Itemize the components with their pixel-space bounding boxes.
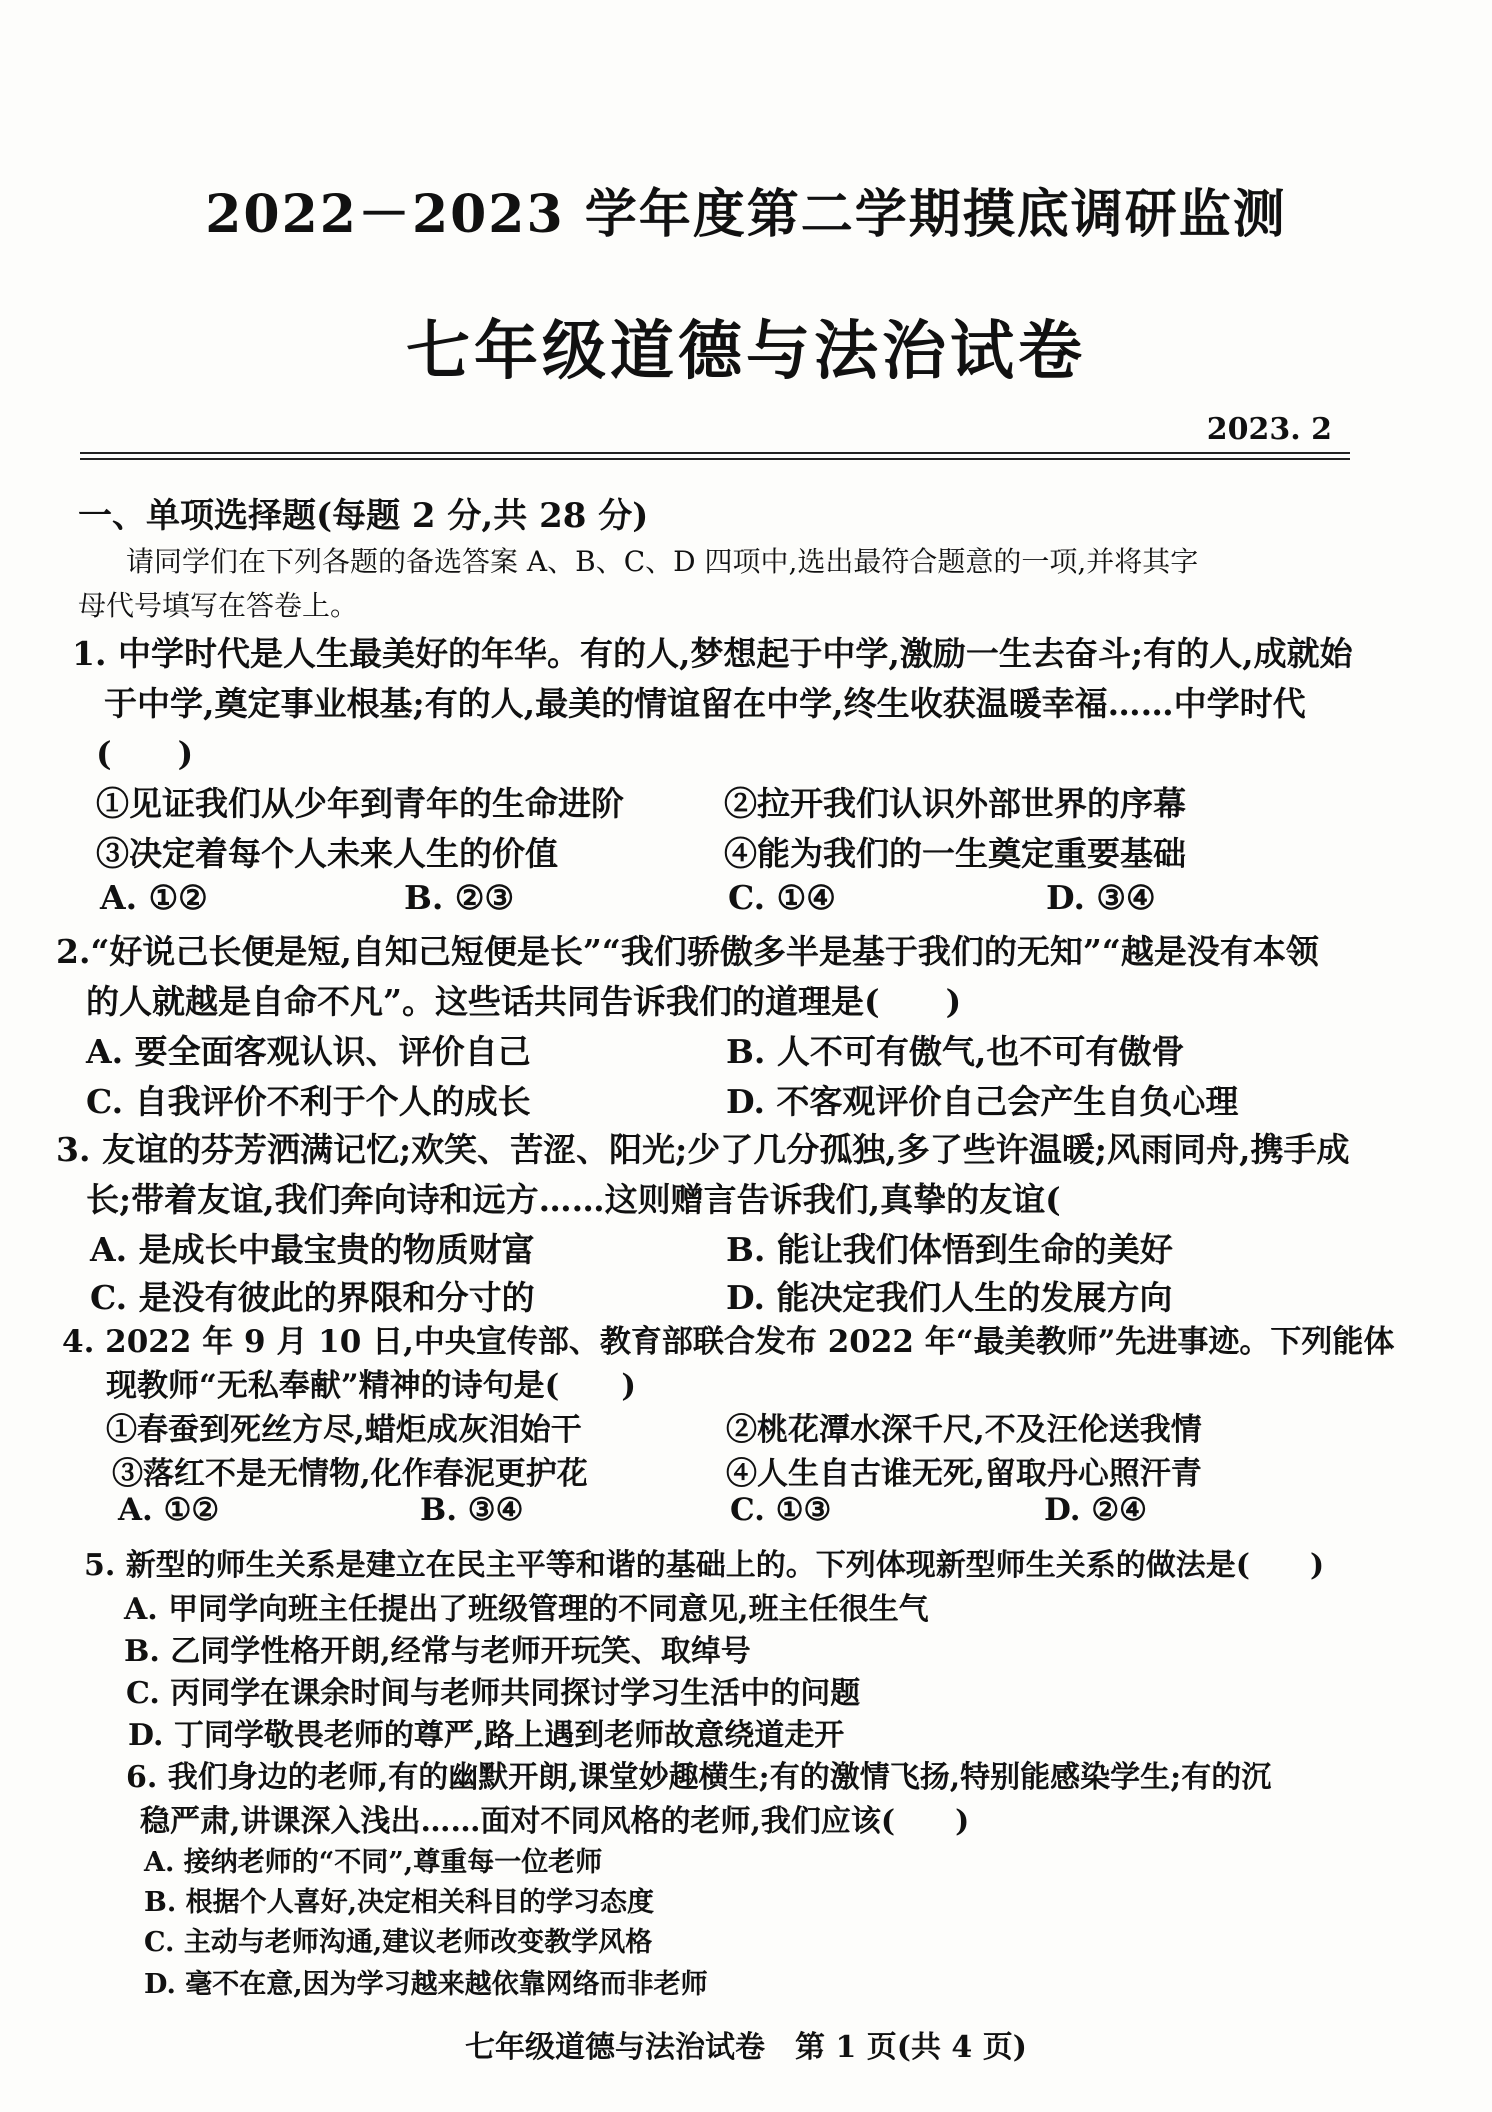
page-footer: 七年级道德与法治试卷 第 1 页(共 4 页) [465, 2030, 1027, 2065]
question-5-stem: 5. 新型的师生关系是建立在民主平等和谐的基础上的。下列体现新型师生关系的做法是( ) [84, 1548, 1325, 1583]
question-4-statement-2: ②桃花潭水深千尺,不及汪伦送我情 [726, 1412, 1202, 1448]
question-5-option-d: D. 丁同学敬畏老师的尊严,路上遇到老师故意绕道走开 [128, 1718, 845, 1753]
question-6-stem: 6. 我们身边的老师,有的幽默开朗,课堂妙趣横生;有的激情飞扬,特别能感染学生;有的沉 [126, 1760, 1272, 1795]
question-3-stem: 3. 友谊的芬芳洒满记忆;欢笑、苦涩、阳光;少了几分孤独,多了些许温暖;风雨同舟,携手成 [56, 1130, 1350, 1169]
question-5-option-a: A. 甲同学向班主任提出了班级管理的不同意见,班主任很生气 [124, 1592, 929, 1627]
question-2-option-b: B. 人不可有傲气,也不可有傲骨 [726, 1032, 1185, 1071]
exam-title: 2022－2023 学年度第二学期摸底调研监测 [205, 184, 1287, 245]
question-1-statement-4: ④能为我们的一生奠定重要基础 [724, 834, 1186, 873]
question-1-statement-2: ②拉开我们认识外部世界的序幕 [724, 784, 1186, 823]
question-3-option-d: D. 能决定我们人生的发展方向 [726, 1278, 1173, 1317]
question-5-option-c: C. 丙同学在课余时间与老师共同探讨学习生活中的问题 [126, 1676, 861, 1711]
question-2-option-d: D. 不客观评价自己会产生自负心理 [726, 1082, 1239, 1121]
question-4-statement-3: ③落红不是无情物,化作春泥更护花 [112, 1456, 588, 1492]
question-5-option-b: B. 乙同学性格开朗,经常与老师开玩笑、取绰号 [124, 1634, 751, 1669]
question-6-stem-cont: 稳严肃,讲课深入浅出……面对不同风格的老师,我们应该( ) [140, 1804, 970, 1839]
question-4-option-a: A. ①② [118, 1492, 220, 1528]
question-1-stem-blank: ( ) [96, 734, 194, 773]
question-4-stem-cont: 现教师“无私奉献”精神的诗句是( ) [106, 1368, 636, 1404]
question-4-option-d: D. ②④ [1044, 1492, 1147, 1528]
question-4-option-c: C. ①③ [730, 1492, 832, 1528]
question-2-stem: 2.“好说己长便是短,自知己短便是长”“我们骄傲多半是基于我们的无知”“越是没有本领 [56, 932, 1319, 971]
question-1-stem-cont: 于中学,奠定事业根基;有的人,最美的情谊留在中学,终生收获温暖幸福……中学时代 [104, 684, 1306, 723]
question-3-stem-cont: 长;带着友谊,我们奔向诗和远方……这则赠言告诉我们,真挚的友谊( [86, 1180, 1061, 1219]
question-1-option-c: C. ①④ [728, 878, 836, 917]
exam-date: 2023. 2 [1206, 412, 1332, 447]
question-3-option-c: C. 是没有彼此的界限和分寸的 [90, 1278, 535, 1317]
question-4-stem: 4. 2022 年 9 月 10 日,中央宣传部、教育部联合发布 2022 年“最美教师”先进事迹。下列能体 [62, 1324, 1395, 1360]
question-4-statement-1: ①春蚕到死丝方尽,蜡炬成灰泪始干 [106, 1412, 582, 1448]
question-1-option-a: A. ①② [100, 878, 208, 917]
header-rule-top [80, 452, 1350, 454]
question-3-option-a: A. 是成长中最宝贵的物质财富 [90, 1230, 535, 1269]
question-2-option-a: A. 要全面客观认识、评价自己 [86, 1032, 531, 1071]
question-1-statement-3: ③决定着每个人未来人生的价值 [96, 834, 558, 873]
question-3-option-b: B. 能让我们体悟到生命的美好 [726, 1230, 1173, 1269]
question-1-stem: 1. 中学时代是人生最美好的年华。有的人,梦想起于中学,激励一生去奋斗;有的人,成就始 [72, 634, 1353, 673]
question-6-option-b: B. 根据个人喜好,决定相关科目的学习态度 [144, 1887, 655, 1918]
question-6-option-a: A. 接纳老师的“不同”,尊重每一位老师 [144, 1847, 603, 1878]
section-instruction: 请同学们在下列各题的备选答案 A、B、C、D 四项中,选出最符合题意的一项,并将其字 [126, 545, 1199, 578]
section-heading: 一、单项选择题(每题 2 分,共 28 分) [78, 496, 649, 536]
question-6-option-c: C. 主动与老师沟通,建议老师改变教学风格 [144, 1927, 653, 1958]
question-1-statement-1: ①见证我们从少年到青年的生命进阶 [96, 784, 624, 823]
question-6-option-d: D. 毫不在意,因为学习越来越依靠网络而非老师 [144, 1969, 708, 2000]
question-4-statement-4: ④人生自古谁无死,留取丹心照汗青 [726, 1456, 1202, 1492]
question-1-option-d: D. ③④ [1046, 878, 1156, 917]
question-4-option-b: B. ③④ [420, 1492, 524, 1528]
question-2-option-c: C. 自我评价不利于个人的成长 [86, 1082, 531, 1121]
exam-subtitle: 七年级道德与法治试卷 [406, 314, 1086, 389]
question-2-stem-cont: 的人就越是自命不凡”。这些话共同告诉我们的道理是( ) [86, 982, 962, 1021]
question-1-option-b: B. ②③ [404, 878, 515, 917]
section-instruction-cont: 母代号填写在答卷上。 [78, 589, 359, 622]
header-rule-bottom [80, 458, 1350, 460]
